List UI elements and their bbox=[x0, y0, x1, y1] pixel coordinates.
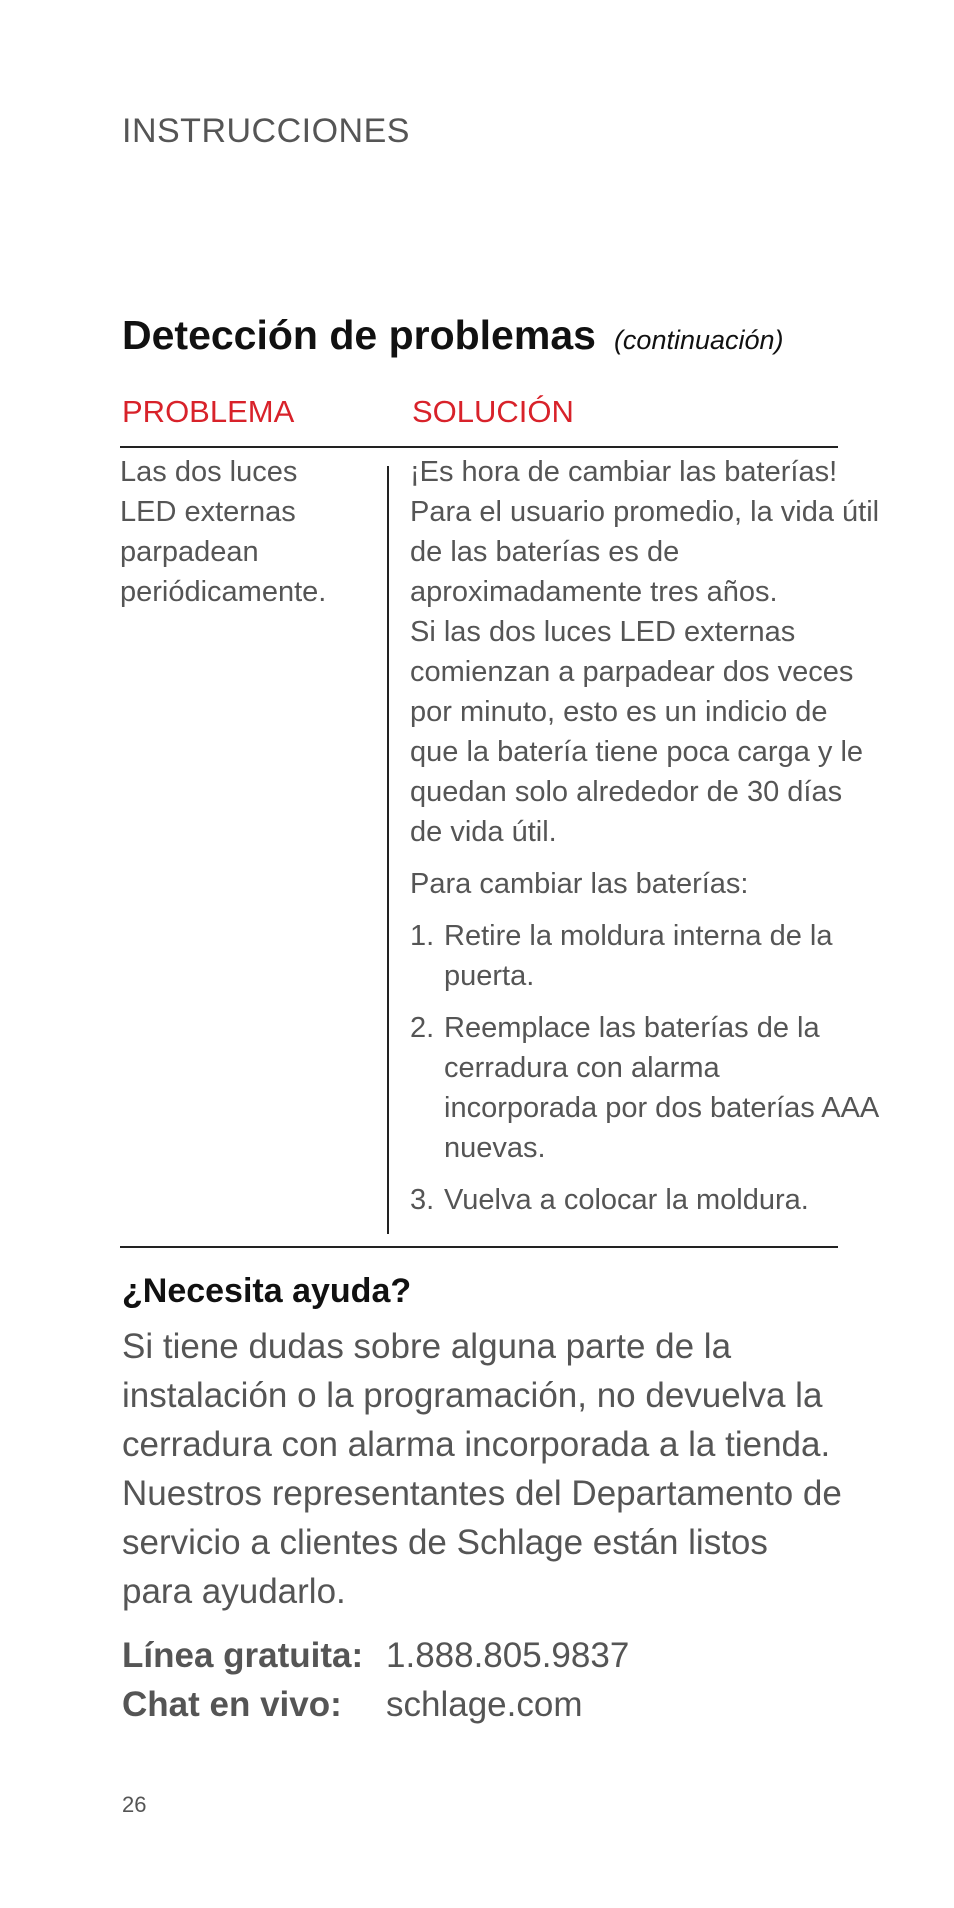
step-number: 1. bbox=[410, 920, 435, 952]
problem-cell: Las dos luces LED externas parpadean periódicamente. bbox=[120, 456, 327, 608]
step-item bbox=[410, 916, 880, 996]
chat-label: Chat en vivo: bbox=[122, 1685, 342, 1724]
steps-intro: Para cambiar las baterías: bbox=[410, 868, 749, 900]
page-number: 26 bbox=[122, 1792, 147, 1817]
column-header-solution: SOLUCIÓN bbox=[412, 394, 574, 429]
table-bottom-rule bbox=[120, 1246, 838, 1248]
chat-link[interactable]: schlage.com bbox=[386, 1685, 583, 1724]
steps-list bbox=[410, 916, 880, 1220]
section-title bbox=[122, 312, 784, 359]
step-text: Retire la moldura interna de la puerta. bbox=[444, 920, 833, 992]
step-number: 3. bbox=[410, 1184, 435, 1216]
table-column-divider bbox=[387, 466, 389, 1234]
phone-contact bbox=[122, 1636, 629, 1676]
help-body-text: Si tiene dudas sobre alguna parte de la instalación o la programación, no devuelva la cerradura con alarma incorporada a la tienda. Nuestros representantes del Departamento de servicio a clientes de Schlage están listos para ayudarlo. bbox=[122, 1327, 842, 1611]
column-header-problem: PROBLEMA bbox=[122, 394, 295, 429]
step-text: Reemplace las baterías de la cerradura con alarma incorporada por dos baterías AAA nuevas. bbox=[444, 1012, 878, 1164]
chat-contact bbox=[122, 1685, 582, 1725]
help-heading: ¿Necesita ayuda? bbox=[122, 1272, 412, 1310]
phone-number[interactable]: 1.888.805.9837 bbox=[386, 1636, 630, 1675]
table-top-rule bbox=[120, 446, 838, 448]
section-title-continuation: (continuación) bbox=[613, 325, 784, 355]
solution-cell bbox=[410, 452, 880, 1232]
step-number: 2. bbox=[410, 1012, 435, 1044]
section-title-main: Detección de problemas bbox=[122, 312, 596, 358]
step-text: Vuelva a colocar la moldura. bbox=[444, 1184, 809, 1216]
step-item bbox=[410, 1008, 880, 1168]
step-item bbox=[410, 1180, 880, 1220]
solution-paragraph-1: ¡Es hora de cambiar las baterías! Para el usuario promedio, la vida útil de las baterías es de aproximadamente tres años. bbox=[410, 456, 880, 608]
solution-paragraph-2: Si las dos luces LED externas comienzan a parpadear dos veces por minuto, esto es un indicio de que la batería tiene poca carga y le quedan solo alrededor de 30 días de vida útil. bbox=[410, 616, 864, 848]
header-label: INSTRUCCIONES bbox=[122, 112, 410, 150]
phone-label: Línea gratuita: bbox=[122, 1636, 364, 1675]
